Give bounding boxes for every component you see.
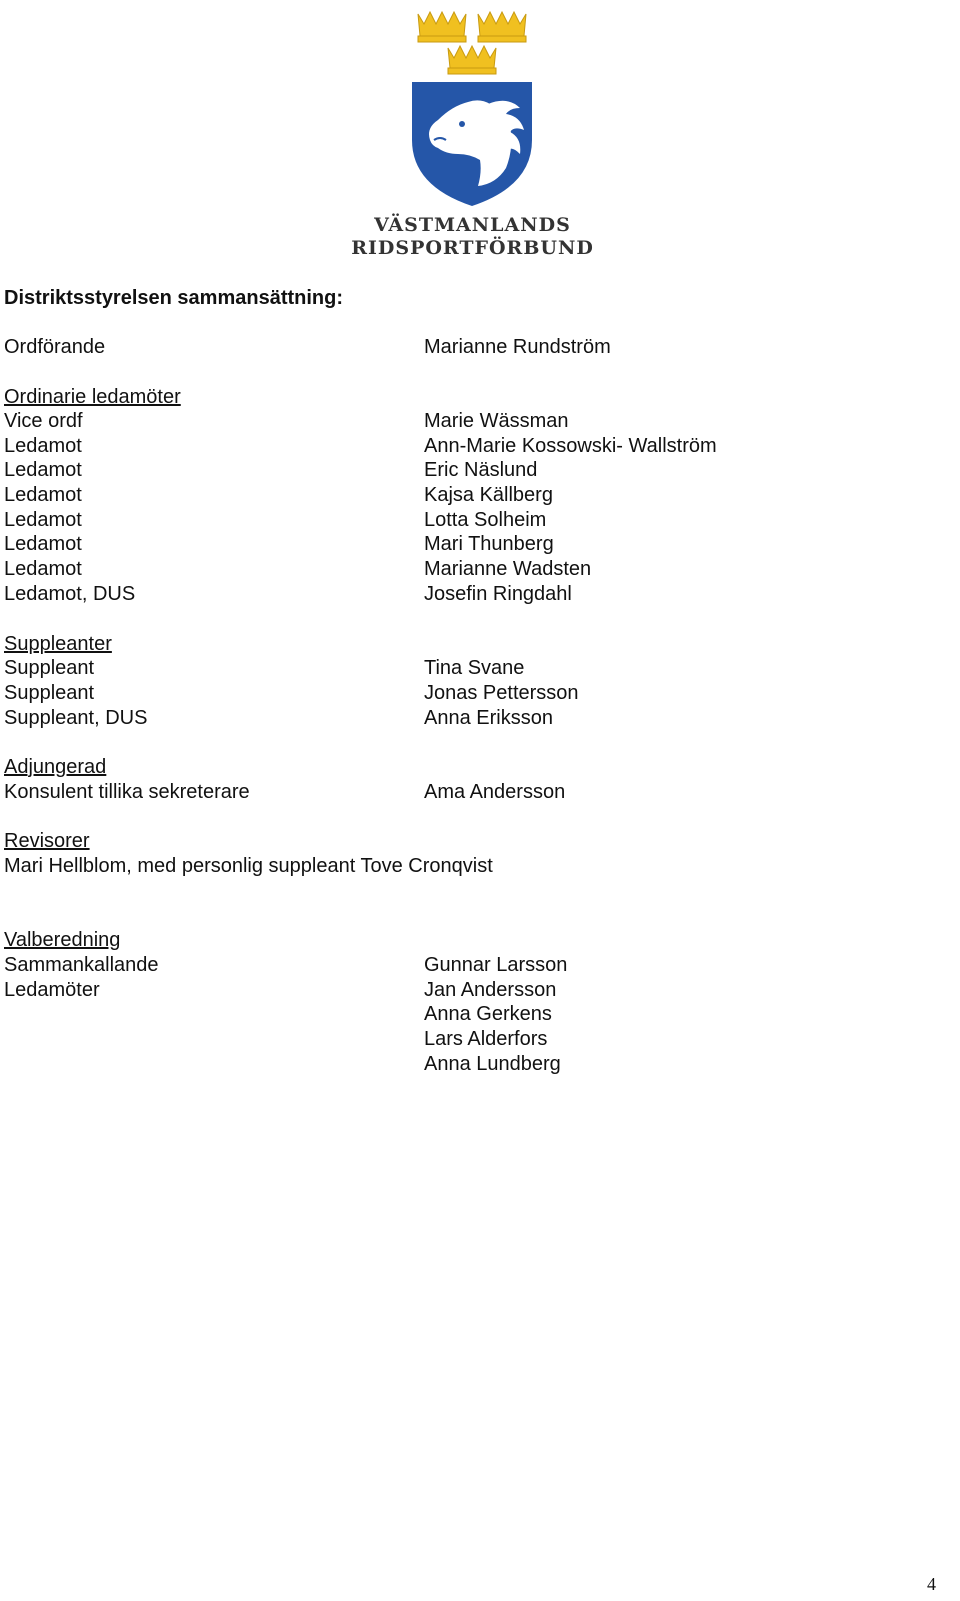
auditors-text: Mari Hellblom, med personlig suppleant Tove Cronqvist xyxy=(4,855,493,877)
ordinary-name: Marianne Wadsten xyxy=(424,558,592,580)
ordinary-role: Vice ordf xyxy=(4,410,83,432)
deputy-role: Suppleant xyxy=(4,682,95,704)
nomination-members-role: Ledamöter xyxy=(4,979,100,1001)
ordinary-name: Eric Näslund xyxy=(424,459,538,481)
adjunct-heading: Adjungerad xyxy=(4,756,107,778)
nomination-convener-name: Gunnar Larsson xyxy=(424,954,568,976)
crown-icon xyxy=(448,46,496,74)
crest-icon xyxy=(360,8,590,208)
ordinary-name: Lotta Solheim xyxy=(424,509,547,531)
nomination-convener-role: Sammankallande xyxy=(4,954,159,976)
ordinary-role: Ledamot xyxy=(4,484,82,506)
crown-icon xyxy=(418,12,466,42)
ordinary-members-heading: Ordinarie ledamöter xyxy=(4,386,181,408)
nomination-heading: Valberedning xyxy=(4,929,121,951)
auditors-heading: Revisorer xyxy=(4,830,90,852)
ordinary-role: Ledamot xyxy=(4,558,82,580)
chair-name: Marianne Rundström xyxy=(424,336,611,358)
org-name-line2: RIDSPORTFÖRBUND xyxy=(351,237,594,259)
adjunct-name: Ama Andersson xyxy=(424,781,566,803)
chair-role: Ordförande xyxy=(4,336,106,358)
ordinary-role: Ledamot xyxy=(4,509,82,531)
ordinary-name: Ann-Marie Kossowski- Wallström xyxy=(424,435,717,457)
ordinary-name: Josefin Ringdahl xyxy=(424,583,572,605)
deputy-role: Suppleant xyxy=(4,657,95,679)
ordinary-role: Ledamot xyxy=(4,459,82,481)
org-name-line1: VÄSTMANLANDS xyxy=(374,214,571,236)
nomination-member: Jan Andersson xyxy=(424,979,557,1001)
deputies-heading: Suppleanter xyxy=(4,633,112,655)
ordinary-role: Ledamot xyxy=(4,435,82,457)
deputy-role: Suppleant, DUS xyxy=(4,707,148,729)
ordinary-name: Marie Wässman xyxy=(424,410,569,432)
page-number: 4 xyxy=(927,1574,936,1594)
deputy-name: Jonas Pettersson xyxy=(424,682,579,704)
nomination-member: Anna Lundberg xyxy=(424,1053,561,1075)
deputy-name: Anna Eriksson xyxy=(424,707,553,729)
adjunct-role: Konsulent tillika sekreterare xyxy=(4,781,250,803)
nomination-member: Lars Alderfors xyxy=(424,1028,548,1050)
ordinary-role: Ledamot xyxy=(4,533,82,555)
deputy-name: Tina Svane xyxy=(424,657,525,679)
ordinary-name: Kajsa Källberg xyxy=(424,484,553,506)
ordinary-role: Ledamot, DUS xyxy=(4,583,136,605)
document-title: Distriktsstyrelsen sammansättning: xyxy=(4,287,344,309)
crown-icon xyxy=(478,12,526,42)
ordinary-name: Mari Thunberg xyxy=(424,533,554,555)
nomination-member: Anna Gerkens xyxy=(424,1003,552,1025)
